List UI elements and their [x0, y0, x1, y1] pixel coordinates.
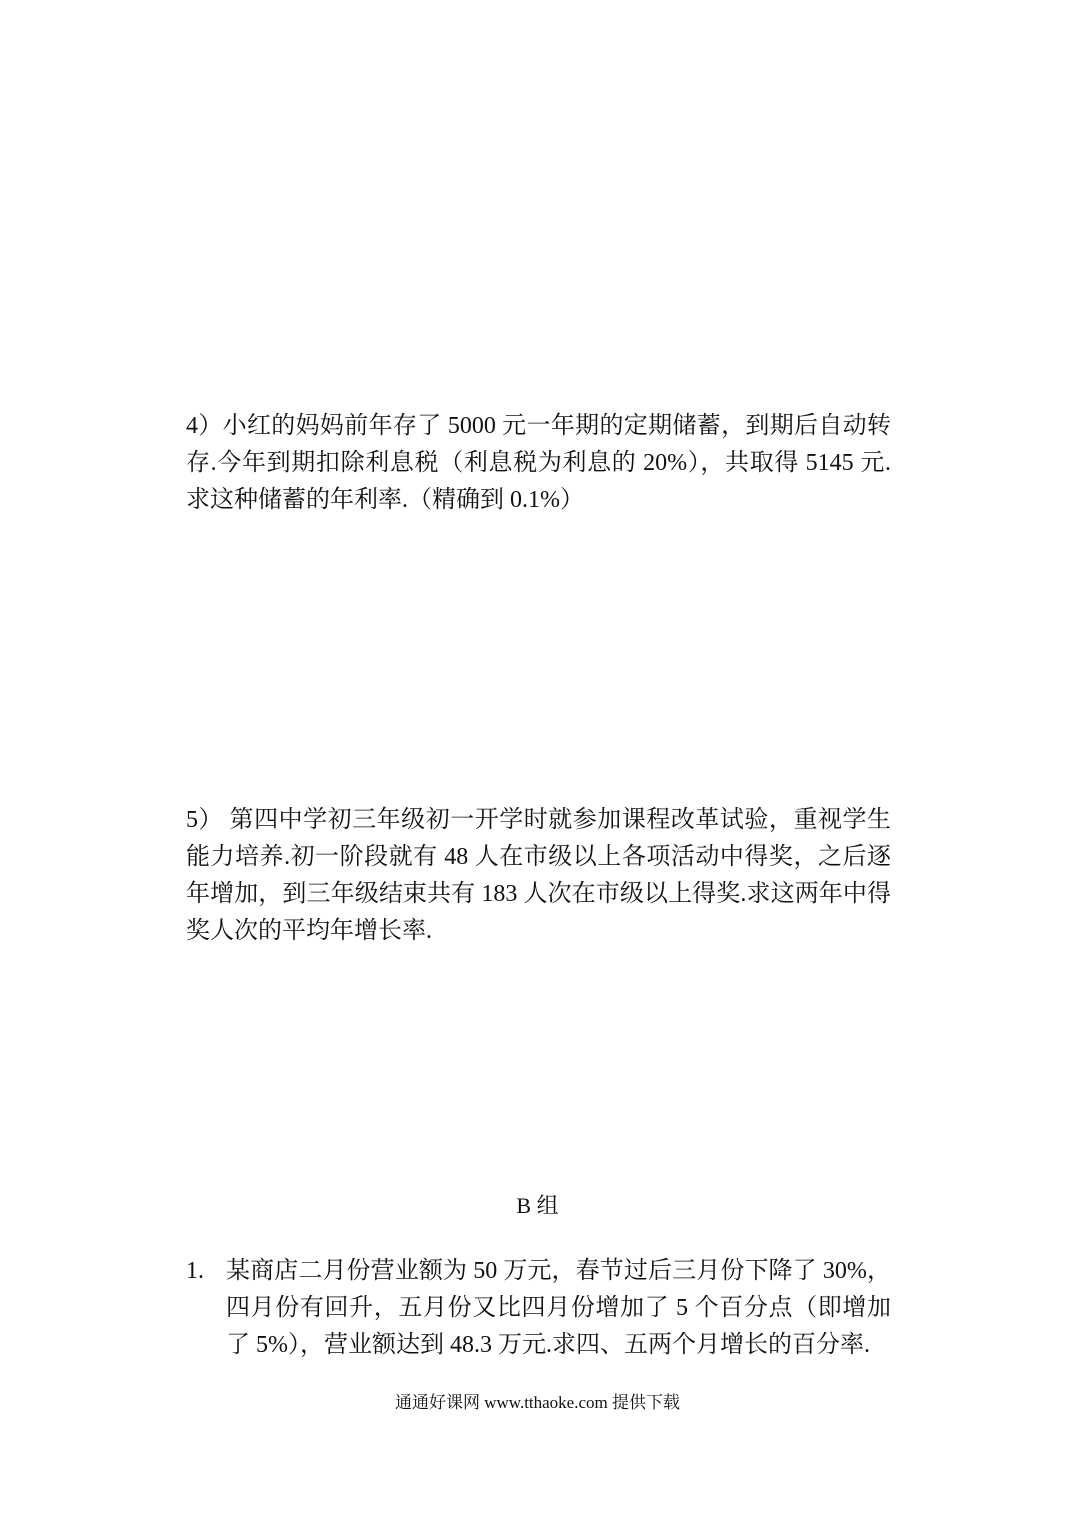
- group-b-heading: B 组: [516, 1193, 559, 1218]
- problem-text: 某商店二月份营业额为 50 万元，春节过后三月份下降了 30%，四月份有回升，五月份又比四月份增加了 5 个百分点（即增加了 5%），营业额达到 48.3 万元.求四、五两个月增长的百分率.: [226, 1258, 891, 1358]
- page-footer: 通通好课网 www.tthaoke.com 提供下载: [394, 1393, 681, 1412]
- group-b-problem-1: [186, 1253, 891, 1364]
- problem-5: 5） 第四中学初三年级初一开学时就参加课程改革试验，重视学生能力培养.初一阶段就有 48 人在市级以上各项活动中得奖，之后逐年增加，到三年级结束共有 183 人次在市级以上得奖.求这两年中得奖人次的平均年增长率.: [186, 807, 891, 944]
- problem-number: 1.: [186, 1258, 204, 1284]
- problem-4: 4）小红的妈妈前年存了 5000 元一年期的定期储蓄，到期后自动转存.今年到期扣除利息税（利息税为利息的 20%），共取得 5145 元.求这种储蓄的年利率.（精确到 0.1%）: [186, 413, 891, 513]
